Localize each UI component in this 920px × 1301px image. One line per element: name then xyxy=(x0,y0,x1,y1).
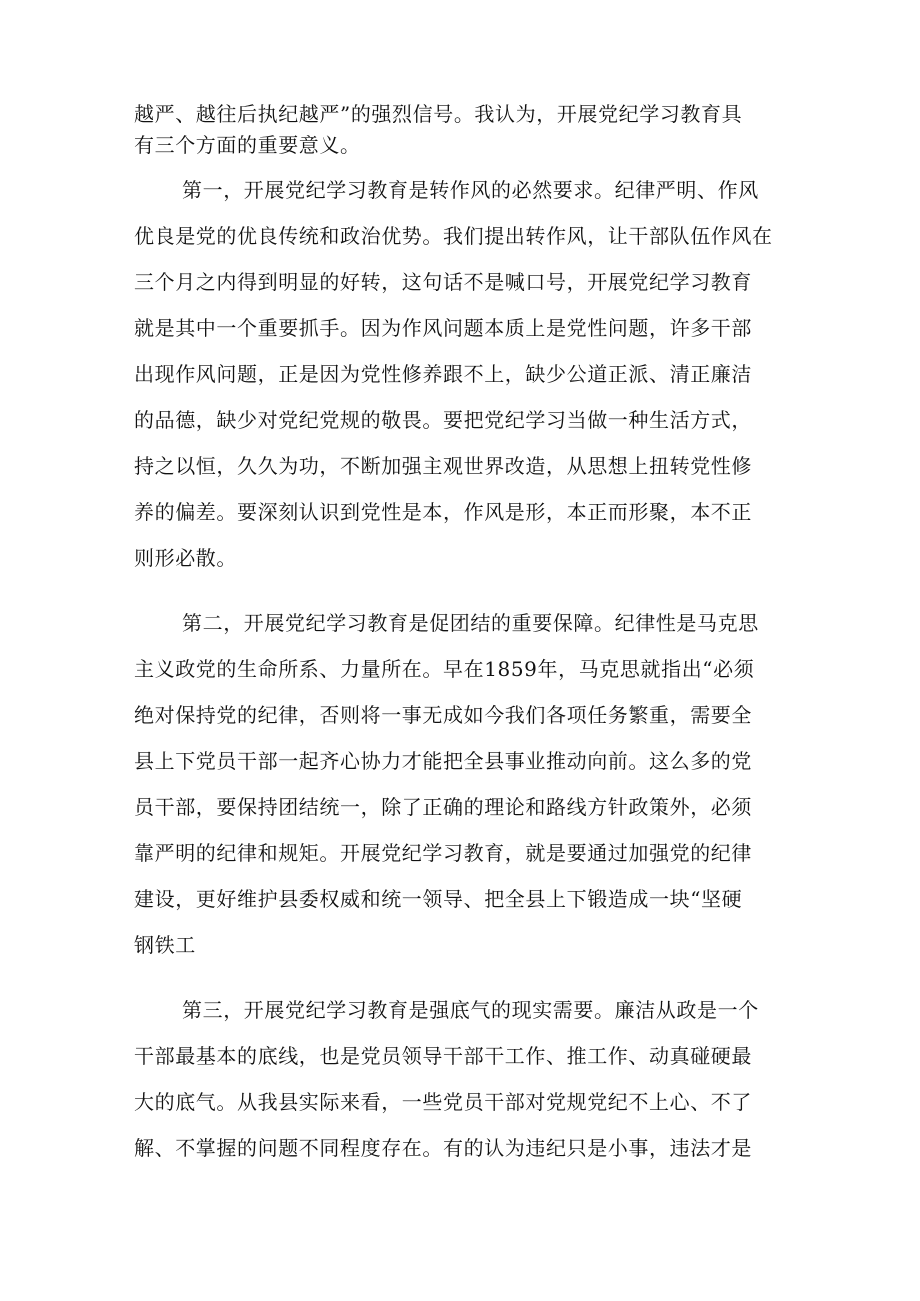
paragraph-line: 建设，更好维护县委权威和统一领导、把全县上下锻造成一块“坚硬 xyxy=(134,887,743,911)
paragraph-line: 大的底气。从我县实际来看，一些党员干部对党规党纪不上心、不了 xyxy=(134,1090,752,1114)
paragraph-line: 则形必散。 xyxy=(134,546,237,570)
paragraph-line: 的品德，缺少对党纪党规的敬畏。要把党纪学习当做一种生活方式， xyxy=(134,408,752,432)
paragraph-line: 有三个方面的重要意义。 xyxy=(134,133,361,157)
paragraph-line: 第二，开展党纪学习教育是促团结的重要保障。纪律性是马克思 xyxy=(182,611,759,635)
paragraph-line: 第一，开展党纪学习教育是转作风的必然要求。纪律严明、作风 xyxy=(182,178,759,202)
paragraph-line: 主义政党的生命所系、力量所在。早在1859年，马克思就指出“必须 xyxy=(134,657,755,681)
paragraph-line: 三个月之内得到明显的好转，这句话不是喊口号，开展党纪学习教育 xyxy=(134,270,752,294)
paragraph-line: 员干部，要保持团结统一，除了正确的理论和路线方针政策外，必须 xyxy=(134,795,752,819)
paragraph-line: 第三，开展党纪学习教育是强底气的现实需要。廉洁从政是一个 xyxy=(182,998,759,1022)
paragraph-line: 解、不掌握的问题不同程度存在。有的认为违纪只是小事，违法才是 xyxy=(134,1136,752,1160)
paragraph-line: 钢铁工 xyxy=(134,933,196,957)
paragraph-line: 出现作风问题，正是因为党性修养跟不上，缺少公道正派、清正廉洁 xyxy=(134,362,752,386)
paragraph-line: 越严、越往后执纪越严”的强烈信号。我认为，开展党纪学习教育具 xyxy=(134,102,743,126)
paragraph-line: 县上下党员干部一起齐心协力才能把全县事业推动向前。这么多的党 xyxy=(134,749,752,773)
paragraph-line: 绝对保持党的纪律，否则将一事无成如今我们各项任务繁重，需要全 xyxy=(134,703,752,727)
paragraph-line: 持之以恒，久久为功，不断加强主观世界改造，从思想上扭转党性修 xyxy=(134,454,752,478)
paragraph-line: 干部最基本的底线，也是党员领导干部干工作、推工作、动真碰硬最 xyxy=(134,1044,752,1068)
paragraph-line: 就是其中一个重要抓手。因为作风问题本质上是党性问题，许多干部 xyxy=(134,316,752,340)
paragraph-line: 靠严明的纪律和规矩。开展党纪学习教育，就是要通过加强党的纪律 xyxy=(134,841,752,865)
paragraph-line: 养的偏差。要深刻认识到党性是本，作风是形，本正而形聚，本不正 xyxy=(134,500,752,524)
paragraph-line: 优良是党的优良传统和政治优势。我们提出转作风，让干部队伍作风在 xyxy=(134,224,773,248)
